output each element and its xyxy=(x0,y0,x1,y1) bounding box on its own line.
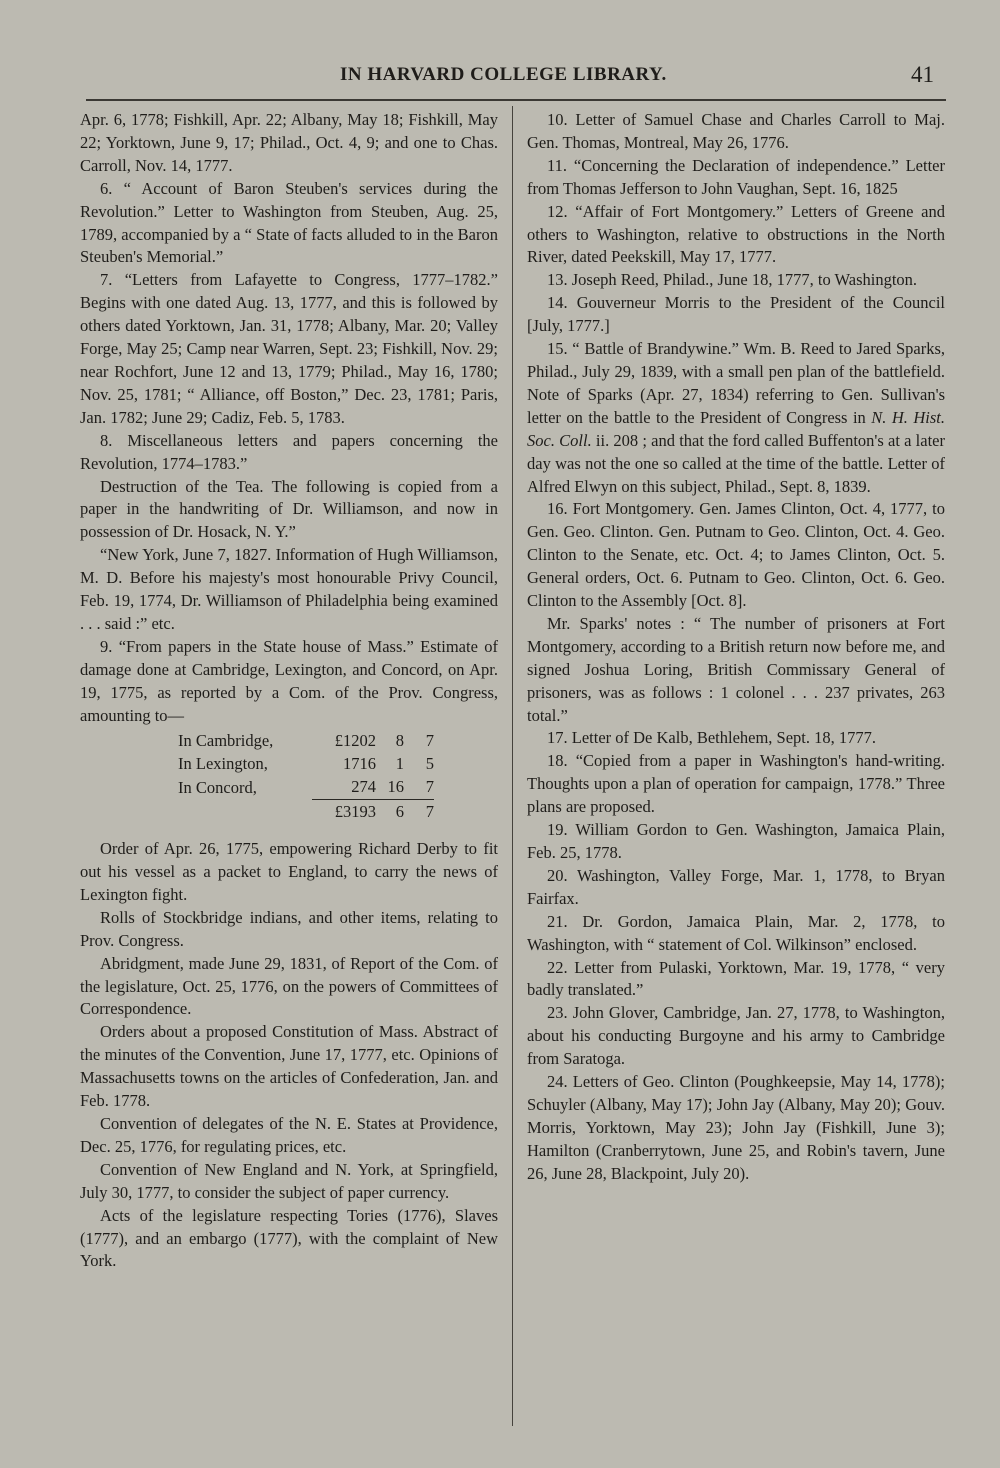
paragraph: Convention of New England and N. York, at Springfield, July 30, 1777, to consider the subject of paper currency. xyxy=(80,1159,498,1202)
damages-row xyxy=(178,730,434,753)
paragraph: Orders about a proposed Constitution of Mass. Abstract of the minutes of the Convention, June 17, 1777, etc. Opinions of Massachusetts towns on the articles of Confederation, Jan. and Feb. 1778. xyxy=(80,1022,498,1111)
damages-total-row xyxy=(178,800,434,824)
damages-row xyxy=(178,753,434,776)
damages-row xyxy=(178,776,434,799)
paragraph xyxy=(527,338,945,498)
paragraph: 13. Joseph Reed, Philad., June 18, 1777, to Washington. xyxy=(547,270,918,290)
header-rule xyxy=(86,99,946,101)
paragraph: 14. Gouverneur Morris to the President of the Council [July, 1777.] xyxy=(527,293,945,336)
paragraph: 21. Dr. Gordon, Jamaica Plain, Mar. 2, 1778, to Washington, with “ statement of Col. Wilkinson” enclosed. xyxy=(527,911,945,954)
paragraph: 22. Letter from Pulaski, Yorktown, Mar. 19, 1778, “ very badly translated.” xyxy=(527,957,945,1000)
paragraph: 12. “Affair of Fort Montgomery.” Letters of Greene and others to Washington, relative to obstructions in the North River, dated Peekskill, May 17, 1777. xyxy=(527,201,945,267)
place-cell: In Lexington, xyxy=(178,754,268,774)
paragraph: 17. Letter of De Kalb, Bethlehem, Sept. 18, 1777. xyxy=(547,728,877,748)
total-pence: 7 xyxy=(425,802,434,822)
pounds-cell: £1202 xyxy=(334,731,376,751)
total-pounds: £3193 xyxy=(334,802,376,822)
paragraph: 10. Letter of Samuel Chase and Charles Carroll to Maj. Gen. Thomas, Montreal, May 26, 1776. xyxy=(527,110,945,152)
place-cell: In Cambridge, xyxy=(178,731,274,751)
paragraph: “New York, June 7, 1827. Information of Hugh Williamson, M. D. Before his majesty's most honourable Privy Council, Feb. 19, 1774, Dr. Williamson of Philadelphia being examined . . . said :” etc. xyxy=(80,545,498,633)
shillings-cell: 8 xyxy=(395,731,404,751)
paragraph: Destruction of the Tea. The following is copied from a paper in the handwriting of Dr. Williamson, and now in possession of Dr. Hosack, N. Y.” xyxy=(80,476,498,542)
paragraph: 24. Letters of Geo. Clinton (Poughkeepsie, May 14, 1778); Schuyler (Albany, May 17); John Jay (Albany, May 20); Gouv. Morris, Yorktown, May 23); John Jay (Fishkill, June 3); Hamilton (Cranberrytown, June 25, and Robin's tavern, June 26, June 28, Blackpoint, July 20). xyxy=(527,1072,945,1183)
paragraph: 6. “ Account of Baron Steuben's services during the Revolution.” Letter to Washington from Steuben, Aug. 25, 1789, accompanied by a “ State of facts alluded to in the Baron Steuben's Memorial.” xyxy=(80,178,498,267)
pence-cell: 7 xyxy=(425,731,434,751)
paragraph: Order of Apr. 26, 1775, empowering Richard Derby to fit out his vessel as a packet to England, to carry the news of Lexington fight. xyxy=(80,839,498,904)
page-number: 41 xyxy=(911,62,934,87)
paragraph: 16. Fort Montgomery. Gen. James Clinton, Oct. 4, 1777, to Gen. Geo. Clinton. Gen. Putnam to Geo. Clinton, Oct. 4. Geo. Clinton to the Senate, etc. Oct. 4; to James Clinton, Oct. 5. General orders, Oct. 6. Putnam to Geo. Clinton, Oct. 6. Geo. Clinton to the Assembly [Oct. 8]. xyxy=(527,499,945,611)
pounds-cell: 274 xyxy=(312,776,376,799)
paragraph: Mr. Sparks' notes : “ The number of prisoners at Fort Montgomery, according to a British return now before me, and signed Joshua Loring, British Commissary General of prisoners, was as follows : 1 colonel . . . 237 privates, 263 total.” xyxy=(527,613,945,725)
paragraph: Apr. 6, 1778; Fishkill, Apr. 22; Albany, May 18; Fishkill, May 22; Yorktown, June 9, 17; Philad., Oct. 4, 9; and one to Chas. Carroll, Nov. 14, 1777. xyxy=(80,110,498,175)
column-divider xyxy=(512,106,513,1426)
damages-table xyxy=(178,730,434,824)
pounds-cell: 1716 xyxy=(343,754,376,774)
paragraph: Convention of delegates of the N. E. States at Providence, Dec. 25, 1776, for regulating prices, etc. xyxy=(80,1113,498,1156)
text-run: 15. “ Battle of Brandywine.” Wm. B. Reed to Jared Sparks, Philad., July 29, 1839, with a small pen plan of the battlefield. Note of Sparks (Apr. 27, 1834) referring to Gen. Sullivan's letter on the battle to the President of Congress in xyxy=(527,339,945,427)
shillings-cell: 16 xyxy=(376,776,404,799)
pence-cell: 7 xyxy=(404,776,434,799)
paragraph: Acts of the legislature respecting Tories (1776), Slaves (1777), and an embargo (1777), with the complaint of New York. xyxy=(80,1205,498,1271)
paragraph: Abridgment, made June 29, 1831, of Report of the Com. of the legislature, Oct. 25, 1776, on the powers of Committees of Correspondence. xyxy=(80,953,498,1019)
paragraph: Rolls of Stockbridge indians, and other items, relating to Prov. Congress. xyxy=(80,907,498,950)
paragraph: 7. “Letters from Lafayette to Congress, 1777–1782.” Begins with one dated Aug. 13, 1777, and this is followed by others dated Yorktown, Jan. 31, 1778; Albany, Mar. 20; Valley Forge, May 25; Camp near Warren, Sept. 23; Fishkill, Nov. 29; near Rochfort, June 12 and 13, 1779; Philad., May 16, 1780; Nov. 25, 1781; “ Alliance, off Boston,” Dec. 23, 1781; Paris, Jan. 1782; June 29; Cadiz, Feb. 5, 1783. xyxy=(80,270,498,427)
shillings-cell: 1 xyxy=(395,754,404,774)
citation-italic: N. H. Hist. Soc. Coll. xyxy=(527,407,945,450)
paragraph: 11. “Concerning the Declaration of independence.” Letter from Thomas Jefferson to John Vaughan, Sept. 16, 1825 xyxy=(527,155,945,198)
text-run: ii. 208 ; and that the ford called Buffenton's at a later day was not the one so called at the time of the battle. Letter of Alfred Elwyn on this subject, Philad., Sept. 8, 1839. xyxy=(527,430,945,496)
place-cell: In Concord, xyxy=(178,777,257,797)
running-head: IN HARVARD COLLEGE LIBRARY. xyxy=(340,64,667,85)
paragraph: 8. Miscellaneous letters and papers concerning the Revolution, 1774–1783.” xyxy=(80,430,498,473)
pence-cell: 5 xyxy=(425,754,434,774)
left-column xyxy=(80,109,498,1273)
paragraph: 19. William Gordon to Gen. Washington, Jamaica Plain, Feb. 25, 1778. xyxy=(527,820,945,862)
right-column xyxy=(527,109,945,1186)
total-shillings: 6 xyxy=(395,802,404,822)
paragraph: 20. Washington, Valley Forge, Mar. 1, 1778, to Bryan Fairfax. xyxy=(527,865,945,908)
paragraph: 9. “From papers in the State house of Mass.” Estimate of damage done at Cambridge, Lexington, and Concord, on Apr. 19, 1775, as reported by a Com. of the Prov. Congress, amounting to— xyxy=(80,636,498,725)
paragraph: 23. John Glover, Cambridge, Jan. 27, 1778, to Washington, about his conducting Burgoyne and his army to Cambridge from Saratoga. xyxy=(527,1003,945,1069)
paragraph: 18. “Copied from a paper in Washington's hand-writing. Thoughts upon a plan of operation for campaign, 1778.” Three plans are proposed. xyxy=(527,751,945,817)
